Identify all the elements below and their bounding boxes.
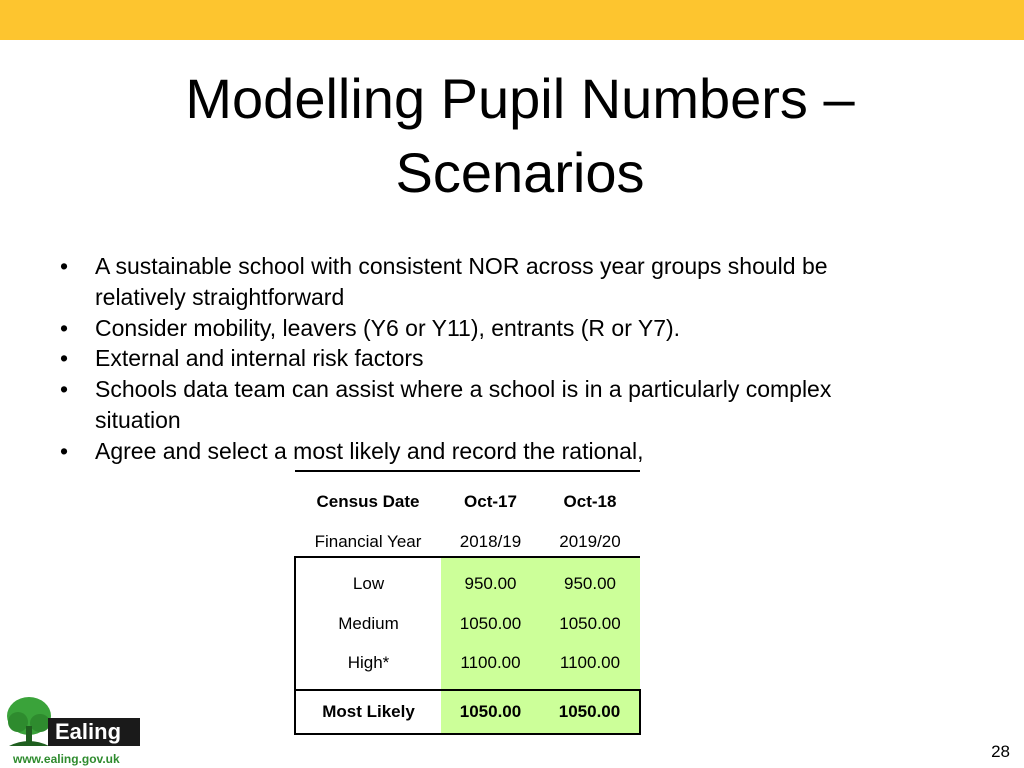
bullet-list bbox=[60, 251, 960, 467]
bullet-text: Agree and select a most likely and record the rational, bbox=[95, 437, 644, 464]
bullet-dot-icon: • bbox=[60, 253, 69, 279]
bullet-item bbox=[60, 436, 960, 467]
value-cell: 1100.00 bbox=[540, 637, 640, 690]
table-row-most-likely bbox=[295, 690, 640, 734]
header-cell-oct-18: Oct-18 bbox=[540, 471, 640, 532]
row-label-most-likely: Most Likely bbox=[295, 690, 441, 734]
header-cell-census-date: Census Date bbox=[295, 471, 441, 532]
financial-year-label: Financial Year bbox=[295, 532, 441, 557]
financial-year-cell: 2019/20 bbox=[540, 532, 640, 557]
top-accent-bar bbox=[0, 0, 1024, 40]
bullet-text: Consider mobility, leavers (Y6 or Y11), entrants (R or Y7). bbox=[95, 314, 681, 341]
table-row-high bbox=[295, 637, 640, 690]
bullet-item bbox=[60, 251, 960, 313]
logo-url: www.ealing.gov.uk bbox=[13, 752, 120, 766]
row-label-low: Low bbox=[295, 557, 441, 610]
bullet-dot-icon: • bbox=[60, 376, 69, 403]
scenario-table bbox=[294, 470, 641, 735]
value-cell: 1050.00 bbox=[540, 610, 640, 637]
bullet-text: Schools data team can assist where a school is in a particularly complex bbox=[95, 376, 832, 403]
row-label-high: High* bbox=[295, 637, 441, 690]
logo-wordmark: Ealing bbox=[55, 719, 122, 744]
table-header-row bbox=[295, 471, 640, 532]
bullet-text-continued: relatively straightforward bbox=[95, 283, 345, 310]
table-row-medium bbox=[295, 610, 640, 637]
table-row-low bbox=[295, 557, 640, 610]
bullet-text: A sustainable school with consistent NOR across year groups should be bbox=[95, 253, 828, 279]
value-cell: 1050.00 bbox=[441, 610, 540, 637]
financial-year-cell: 2018/19 bbox=[441, 532, 540, 557]
bullet-text: External and internal risk factors bbox=[95, 345, 424, 372]
bullet-item bbox=[60, 313, 960, 344]
row-label-medium: Medium bbox=[295, 610, 441, 637]
bullet-text-continued: situation bbox=[95, 406, 181, 433]
slide-title-line-1: Modelling Pupil Numbers – bbox=[185, 67, 855, 130]
value-cell: 1050.00 bbox=[441, 690, 540, 734]
slide-title bbox=[60, 62, 980, 210]
page-number: 28 bbox=[991, 742, 1010, 761]
header-cell-oct-17: Oct-17 bbox=[441, 471, 540, 532]
value-cell: 950.00 bbox=[540, 557, 640, 610]
value-cell: 1100.00 bbox=[441, 637, 540, 690]
scenario-table-wrapper bbox=[294, 470, 639, 721]
financial-year-row bbox=[295, 532, 640, 557]
bullet-dot-icon: • bbox=[60, 437, 69, 464]
bullet-dot-icon: • bbox=[60, 314, 69, 341]
bullet-item bbox=[60, 374, 960, 436]
slide-title-line-2: Scenarios bbox=[395, 141, 645, 204]
bullet-item bbox=[60, 343, 960, 374]
bullet-dot-icon: • bbox=[60, 345, 69, 372]
value-cell: 1050.00 bbox=[540, 690, 640, 734]
value-cell: 950.00 bbox=[441, 557, 540, 610]
